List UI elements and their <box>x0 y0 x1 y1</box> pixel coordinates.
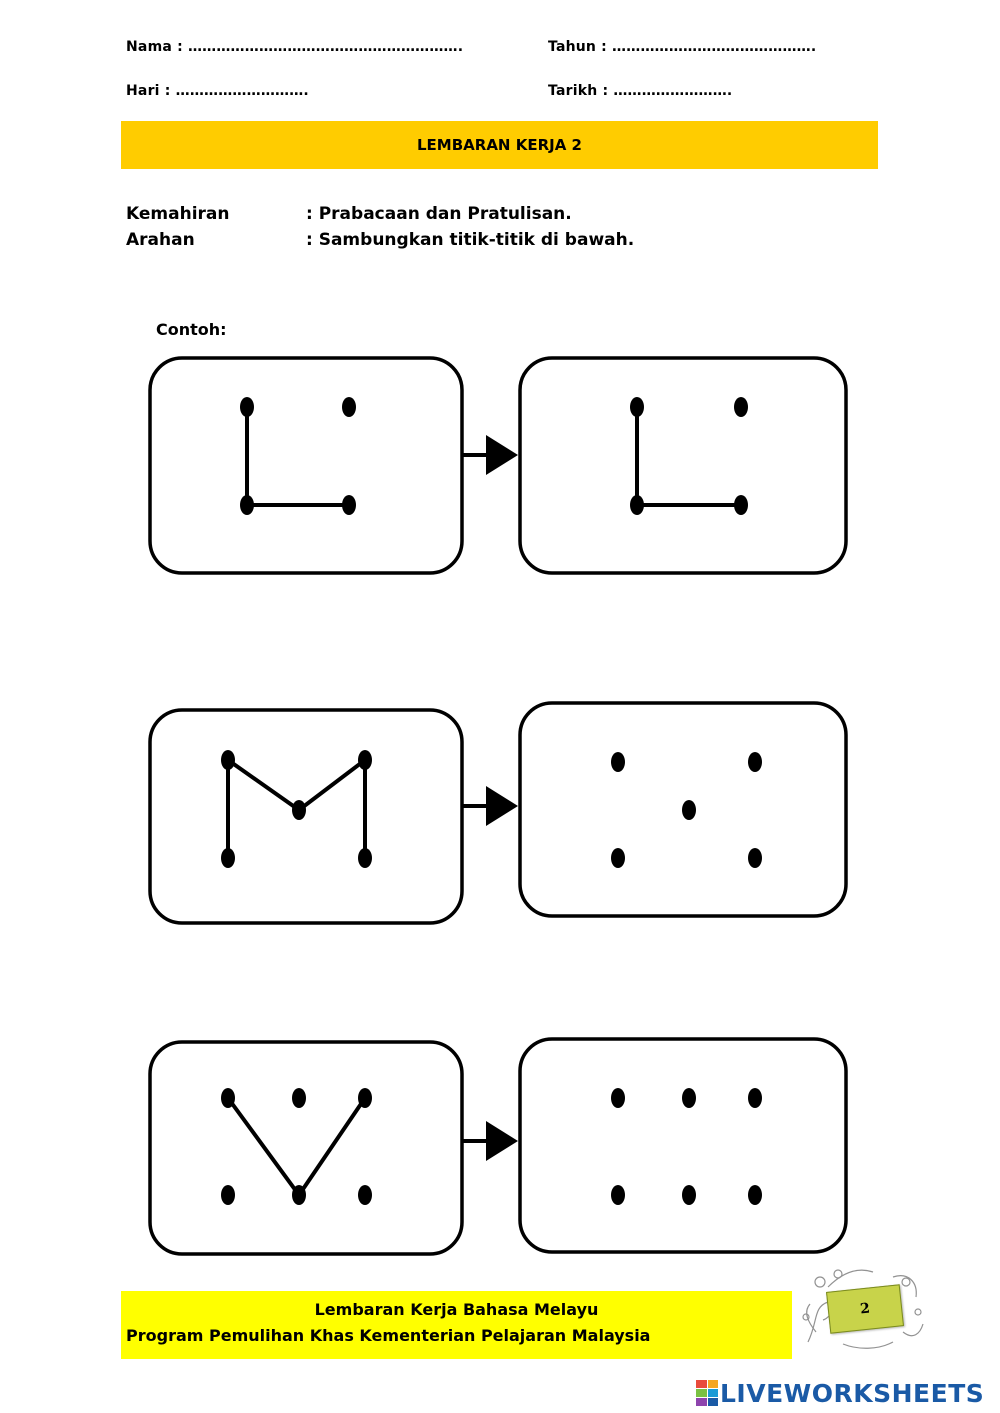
dot <box>221 848 235 868</box>
example-label: Contoh: <box>156 320 227 339</box>
dot <box>240 397 254 417</box>
dot[interactable] <box>748 1088 762 1108</box>
skill-label: Kemahiran <box>126 204 230 224</box>
dot <box>734 397 748 417</box>
exercise-row-v <box>150 1039 846 1254</box>
page-number-badge <box>798 1262 928 1354</box>
footer-title: Lembaran Kerja Bahasa Melayu <box>314 1300 599 1319</box>
dot[interactable] <box>611 1185 625 1205</box>
liveworksheets-logo-icon <box>696 1380 718 1406</box>
dot <box>358 1185 372 1205</box>
footer-program: Program Pemulihan Khas Kementerian Pelajaran Malaysia <box>126 1326 651 1345</box>
dot[interactable] <box>748 752 762 772</box>
year-field[interactable]: Tahun : ……………………………………. <box>548 39 817 55</box>
dot <box>342 397 356 417</box>
model-box <box>150 710 462 923</box>
dot <box>292 1185 306 1205</box>
dot <box>358 750 372 770</box>
answer-box[interactable] <box>520 1039 846 1252</box>
dot <box>221 1088 235 1108</box>
dot[interactable] <box>682 1088 696 1108</box>
exercise-row-m <box>150 703 846 923</box>
day-field[interactable]: Hari : ………………………. <box>126 83 309 99</box>
model-box <box>150 358 462 573</box>
instruction-value: : Sambungkan titik-titik di bawah. <box>306 230 635 250</box>
example-row <box>150 358 846 573</box>
dot <box>358 848 372 868</box>
dot[interactable] <box>748 848 762 868</box>
model-box <box>150 1042 462 1254</box>
dot[interactable] <box>611 752 625 772</box>
answer-box <box>520 358 846 573</box>
skill-value: : Prabacaan dan Pratulisan. <box>306 204 572 224</box>
dot[interactable] <box>682 1185 696 1205</box>
dot[interactable] <box>682 800 696 820</box>
dot[interactable] <box>748 1185 762 1205</box>
dot <box>630 397 644 417</box>
worksheet-title: LEMBARAN KERJA 2 <box>417 136 582 154</box>
instruction-label: Arahan <box>126 230 195 250</box>
liveworksheets-watermark <box>696 1376 984 1410</box>
dot[interactable] <box>611 1088 625 1108</box>
dot <box>221 750 235 770</box>
dot <box>734 495 748 515</box>
dot <box>630 495 644 515</box>
dot <box>221 1185 235 1205</box>
dot <box>240 495 254 515</box>
page-number: 2 <box>826 1284 904 1334</box>
dot <box>342 495 356 515</box>
watermark-text: LIVEWORKSHEETS <box>720 1378 985 1408</box>
dot <box>358 1088 372 1108</box>
name-field[interactable]: Nama : …………………………………………………. <box>126 39 464 55</box>
dot[interactable] <box>611 848 625 868</box>
date-field[interactable]: Tarikh : ……………………. <box>548 83 733 99</box>
dot <box>292 1088 306 1108</box>
footer-banner <box>121 1291 792 1359</box>
dot <box>292 800 306 820</box>
